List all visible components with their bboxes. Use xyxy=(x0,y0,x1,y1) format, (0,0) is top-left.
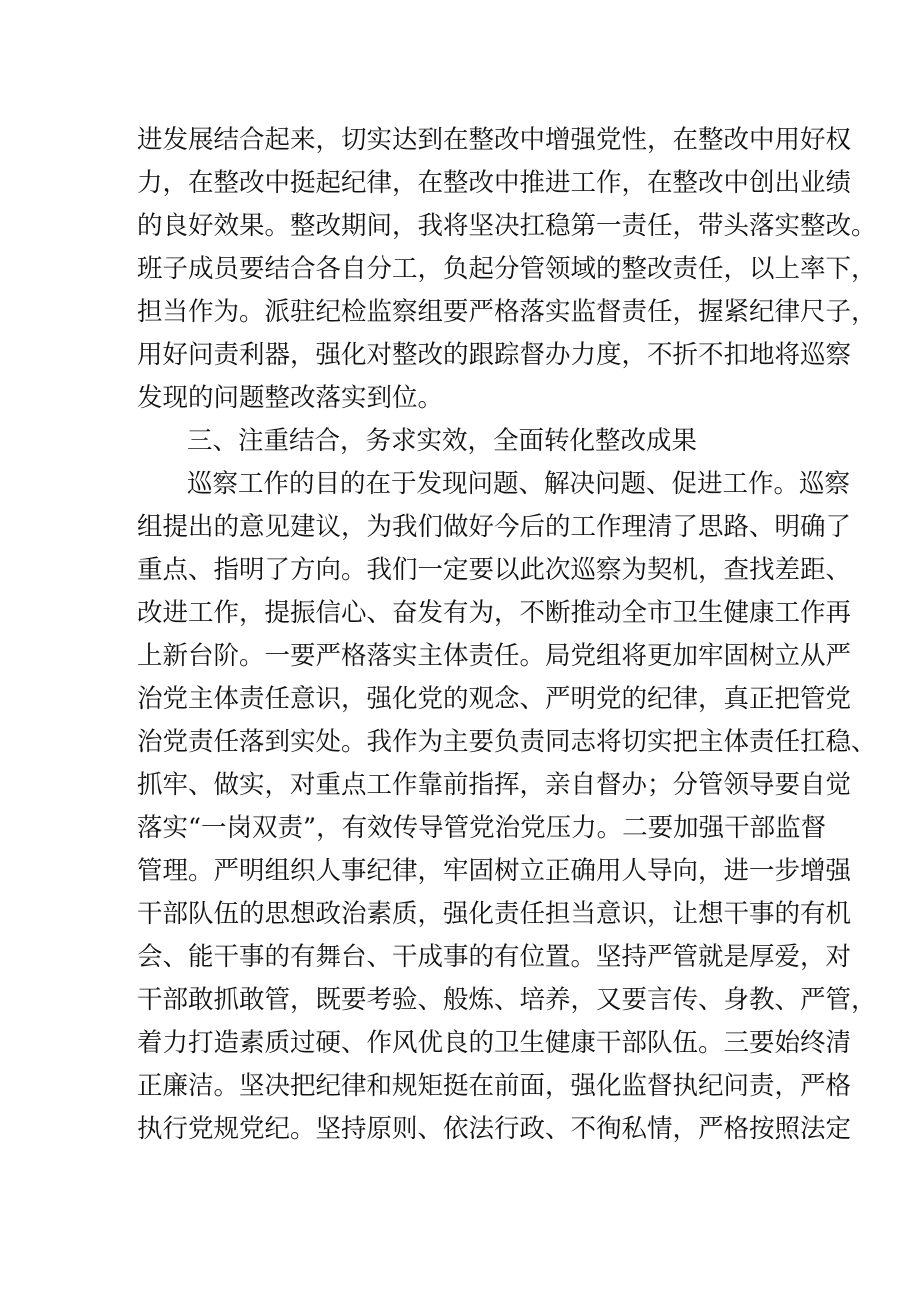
paragraph-2-line-4: 改进工作，提振信心、奋发有为，不断推动全市卫生健康工作再 xyxy=(137,598,852,628)
section-heading: 三、注重结合，务求实效，全面转化整改成果 xyxy=(187,426,698,456)
paragraph-1-line-6: 用好问责利器，强化对整改的跟踪督办力度，不折不扣地将巡察 xyxy=(137,340,852,370)
paragraph-1-line-5: 担当作为。派驻纪检监察组要严格落实监督责任，握紧纪律尺子， xyxy=(137,297,877,327)
paragraph-2-line-11: 干部队伍的思想政治素质，强化责任担当意识，让想干事的有机 xyxy=(137,899,852,929)
paragraph-1-line-1: 进发展结合起来，切实达到在整改中增强党性，在整改中用好权 xyxy=(137,125,852,155)
paragraph-2-line-13: 干部敢抓敢管，既要考验、般炼、培养，又要言传、身教、严管， xyxy=(137,985,877,1015)
paragraph-2-line-12: 会、能干事的有舞台、干成事的有位置。坚持严管就是厚爱，对 xyxy=(137,942,852,972)
paragraph-2-line-1: 巡察工作的目的在于发现问题、解决问题、促进工作。巡察 xyxy=(187,469,851,499)
paragraph-2-line-5: 上新台阶。一要严格落实主体责任。局党组将更加牢固树立从严 xyxy=(137,641,852,671)
paragraph-1-line-3: 的良好效果。整改期间，我将坚决扛稳第一责任，带头落实整改。 xyxy=(137,211,877,241)
paragraph-1-line-2: 力，在整改中挺起纪律，在整改中推进工作，在整改中创出业绩 xyxy=(137,168,852,198)
paragraph-2-line-8: 抓牢、做实，对重点工作靠前指挥，亲自督办；分管领导要自觉 xyxy=(137,770,852,800)
paragraph-2-line-9: 落实“一岗双责”，有效传导管党治党压力。二要加强干部监督 xyxy=(137,813,827,843)
paragraph-2-line-14: 着力打造素质过硬、作风优良的卫生健康干部队伍。三要始终清 xyxy=(137,1028,852,1058)
paragraph-1-line-7: 发现的问题整改落实到位。 xyxy=(137,383,444,413)
paragraph-2-line-15: 正廉洁。坚决把纪律和规矩挺在前面，强化监督执纪问责，严格 xyxy=(137,1071,852,1101)
paragraph-2-line-16: 执行党规党纪。坚持原则、依法行政、不徇私情，严格按照法定 xyxy=(137,1114,852,1144)
paragraph-2-line-6: 治党主体责任意识，强化党的观念、严明党的纪律，真正把管党 xyxy=(137,684,852,714)
paragraph-2-line-7: 治党责任落到实处。我作为主要负责同志将切实把主体责任扛稳、 xyxy=(137,727,877,757)
paragraph-2-line-2: 组提出的意见建议，为我们做好今后的工作理清了思路、明确了 xyxy=(137,512,852,542)
paragraph-1-line-4: 班子成员要结合各自分工，负起分管领域的整改责任，以上率下， xyxy=(137,254,877,284)
paragraph-2-line-10: 管理。严明组织人事纪律，牢固树立正确用人导向，进一步增强 xyxy=(137,856,852,886)
paragraph-2-line-3: 重点、指明了方向。我们一定要以此次巡察为契机，查找差距、 xyxy=(137,555,852,585)
